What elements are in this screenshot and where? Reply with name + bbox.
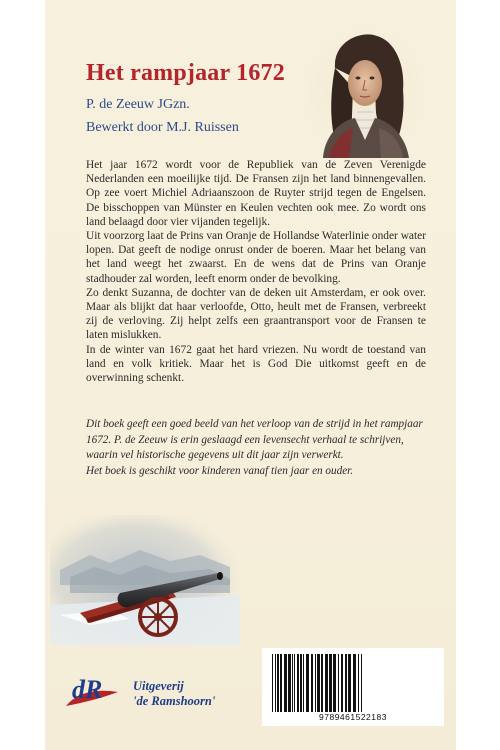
publisher-name-line2: 'de Ramshoorn' xyxy=(133,694,216,708)
synopsis-paragraph: Het jaar 1672 wordt voor de Republiek van de Zeven Verenigde Nederlanden een moeilijke tijd. De Fransen zijn het land binnengevallen. Op zee voert Michiel Adriaanszoon de Ruyter strijd tegen de Engelsen. De bisschoppen van Münster en Keulen vechten ook mee. Zo wordt ons land belaagd door vier vijanden tegelijk. xyxy=(86,159,426,228)
logo-letters: dR xyxy=(72,675,103,704)
editor-name: Bewerkt door M.J. Ruissen xyxy=(86,120,239,135)
author-name: P. de Zeeuw JGzn. xyxy=(86,97,190,112)
synopsis-paragraph: In de winter van 1672 gaat het hard vriezen. Nu wordt de toestand van land en volk kritiek. Maar het is God Die uitkomst geeft en de overwinning schenkt. xyxy=(86,343,426,385)
synopsis-paragraph: Uit voorzorg laat de Prins van Oranje de Hollandse Waterlinie onder water lopen. Dat geeft de nodige onrust onder de boeren. Maar het belang van het land weegt het zwaarst. En de wens dat de Prins van Oranje stadhouder zal worden, leeft enorm onder de bevolking. xyxy=(86,230,426,285)
cannon-image xyxy=(50,515,240,645)
synopsis-text xyxy=(86,158,426,385)
review-paragraph: Dit boek geeft een goed beeld van het verloop van de strijd in het rampjaar 1672. P. de Zeeuw is erin geslaagd een levensecht verhaal te schrijven, waarin vel historische gegevens uit dit jaar zijn verwerkt. xyxy=(86,418,423,462)
review-paragraph: Het boek is geschikt voor kinderen vanaf tien jaar en ouder. xyxy=(86,464,354,477)
book-title: Het rampjaar 1672 xyxy=(86,60,285,86)
isbn-number: 9789461522183 xyxy=(319,712,387,722)
portrait-image xyxy=(305,28,425,158)
review-text xyxy=(86,417,428,479)
barcode xyxy=(262,648,444,726)
barcode-bars xyxy=(262,648,444,714)
publisher-logo xyxy=(62,672,122,710)
publisher-name-line1: Uitgeverij xyxy=(133,679,184,693)
synopsis-paragraph: Zo denkt Suzanna, de dochter van de deken uit Amsterdam, er ook over. Maar als blijkt dat haar verloofde, Otto, heult met de Fransen, verbreekt zij de verloving. Zij helpt zelfs een graantransport voor de Fransen te laten mislukken. xyxy=(86,286,426,342)
